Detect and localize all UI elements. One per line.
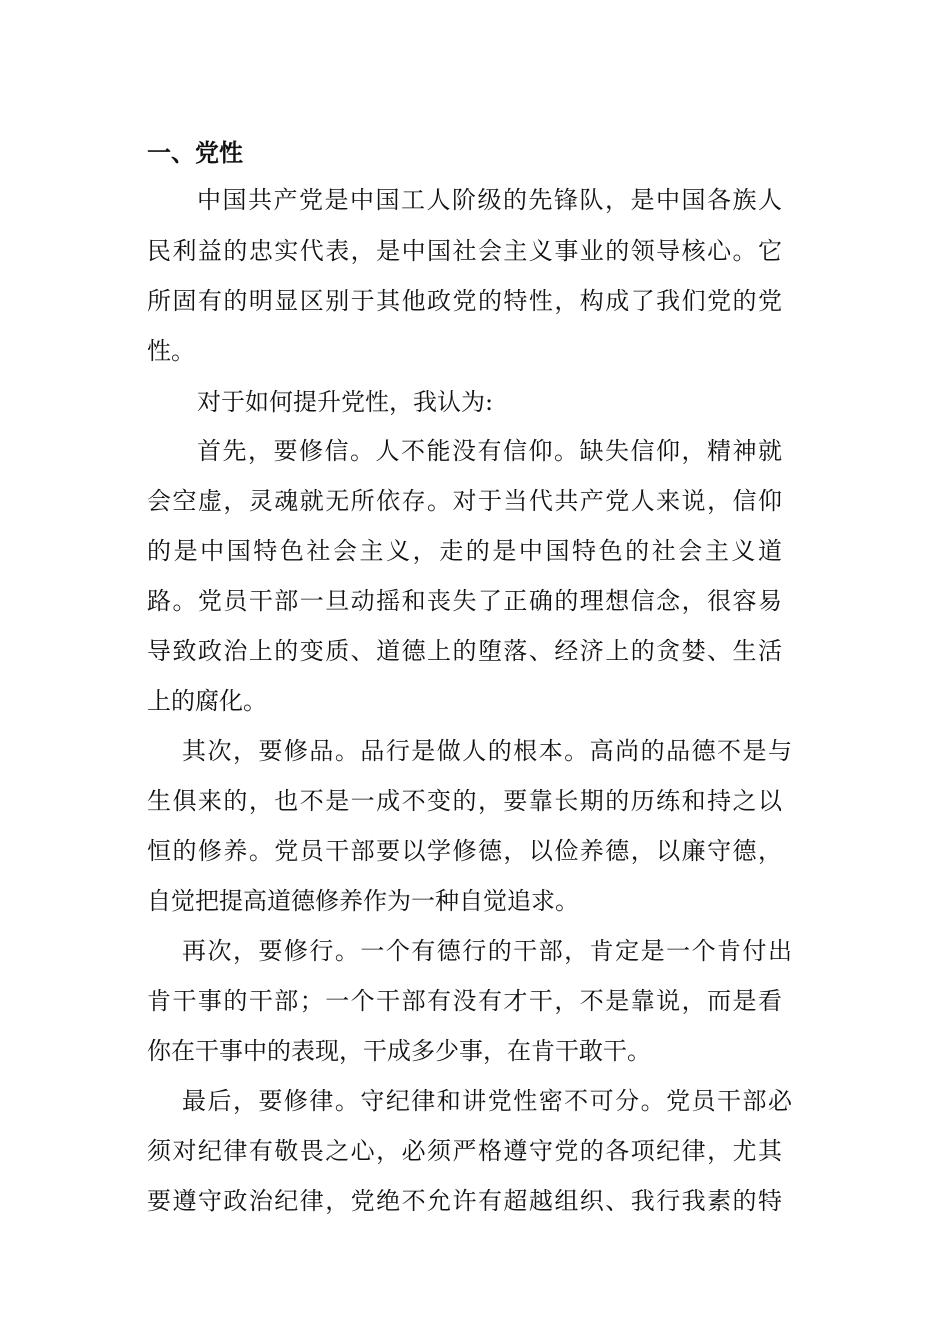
paragraph-line: 会空虚，灵魂就无所依存。对于当代共产党人来说，信仰 [147, 487, 784, 515]
paragraph-line: 生俱来的，也不是一成不变的，要靠长期的历练和持之以 [147, 787, 784, 815]
paragraph-line: 自觉把提高道德修养作为一种自觉追求。 [147, 887, 579, 915]
paragraph-line: 性。 [147, 337, 195, 365]
paragraph-line: 导致政治上的变质、道德上的堕落、经济上的贪婪、生活 [147, 637, 784, 665]
paragraph-line: 上的腐化。 [147, 687, 267, 715]
paragraph-line: 最后，要修律。守纪律和讲党性密不可分。党员干部必 [182, 1087, 794, 1115]
paragraph-line: 的是中国特色社会主义，走的是中国特色的社会主义道 [147, 537, 785, 565]
paragraph-line: 其次，要修品。品行是做人的根本。高尚的品德不是与 [182, 737, 794, 765]
paragraph-line: 民利益的忠实代表，是中国社会主义事业的领导核心。它 [147, 237, 784, 265]
paragraph-line: 恒的修养。党员干部要以学修德，以俭养德，以廉守德， [147, 837, 784, 865]
paragraph-line: 首先，要修信。人不能没有信仰。缺失信仰，精神就 [197, 437, 784, 465]
paragraph-line: 你在干事中的表现，干成多少事，在肯干敢干。 [147, 1037, 651, 1065]
paragraph-line: 所固有的明显区别于其他政党的特性，构成了我们党的党 [147, 287, 784, 315]
paragraph-line: 再次，要修行。一个有德行的干部，肯定是一个肯付出 [182, 937, 794, 965]
paragraph-line: 须对纪律有敬畏之心，必须严格遵守党的各项纪律，尤其 [147, 1137, 784, 1165]
section-heading: 一、党性 [147, 138, 243, 167]
paragraph-line: 肯干事的干部；一个干部有没有才干，不是靠说，而是看 [147, 987, 784, 1015]
paragraph-line: 中国共产党是中国工人阶级的先锋队，是中国各族人 [197, 186, 784, 214]
paragraph-line: 要遵守政治纪律，党绝不允许有超越组织、我行我素的特 [147, 1187, 784, 1215]
paragraph-line: 路。党员干部一旦动摇和丧失了正确的理想信念，很容易 [147, 587, 784, 615]
paragraph-line: 对于如何提升党性，我认为: [197, 388, 494, 416]
